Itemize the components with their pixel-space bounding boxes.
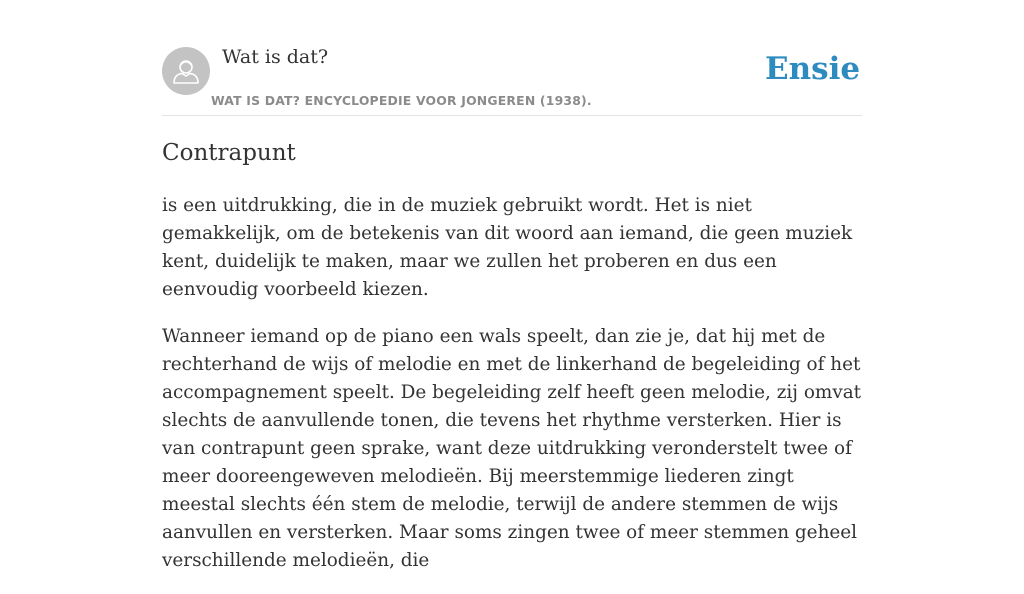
entry-paragraph: is een uitdrukking, die in de muziek gebruikt wordt. Het is niet gemakkelijk, om de betekenis van dit woord aan iemand, die geen muziek kent, duidelijk te maken, maar we zullen het proberen en dus een eenvoudig voorbeeld kiezen.	[162, 195, 853, 300]
entry-title: Contrapunt	[162, 140, 296, 166]
entry-paragraph: Wanneer iemand op de piano een wals speelt, dan zie je, dat hij met de rechterhand de wijs of melodie en met de linkerhand de begeleiding of het accompagnement speelt. De begeleiding zelf heeft geen melodie, zij omvat slechts de aanvullende tonen, die tevens het rhythme versterken. Hier is van contrapunt geen sprake, want deze uitdrukking veronderstelt twee of meer dooreengeweven melodieën. Bij meerstemmige liederen zingt meestal slechts één stem de melodie, terwijl de andere stemmen de wijs aanvullen en versterken. Maar soms zingen twee of meer stemmen geheel verschillende melodieën, die	[162, 326, 862, 571]
source-avatar[interactable]	[162, 47, 210, 95]
ensie-logo-link[interactable]: Ensie	[765, 51, 861, 87]
source-subtitle: WAT IS DAT? ENCYCLOPEDIE VOOR JONGEREN (1938).	[211, 93, 592, 108]
user-icon	[162, 47, 210, 95]
entry-body	[162, 192, 872, 594]
source-title-link[interactable]: Wat is dat?	[222, 46, 329, 68]
header-divider	[162, 115, 862, 116]
